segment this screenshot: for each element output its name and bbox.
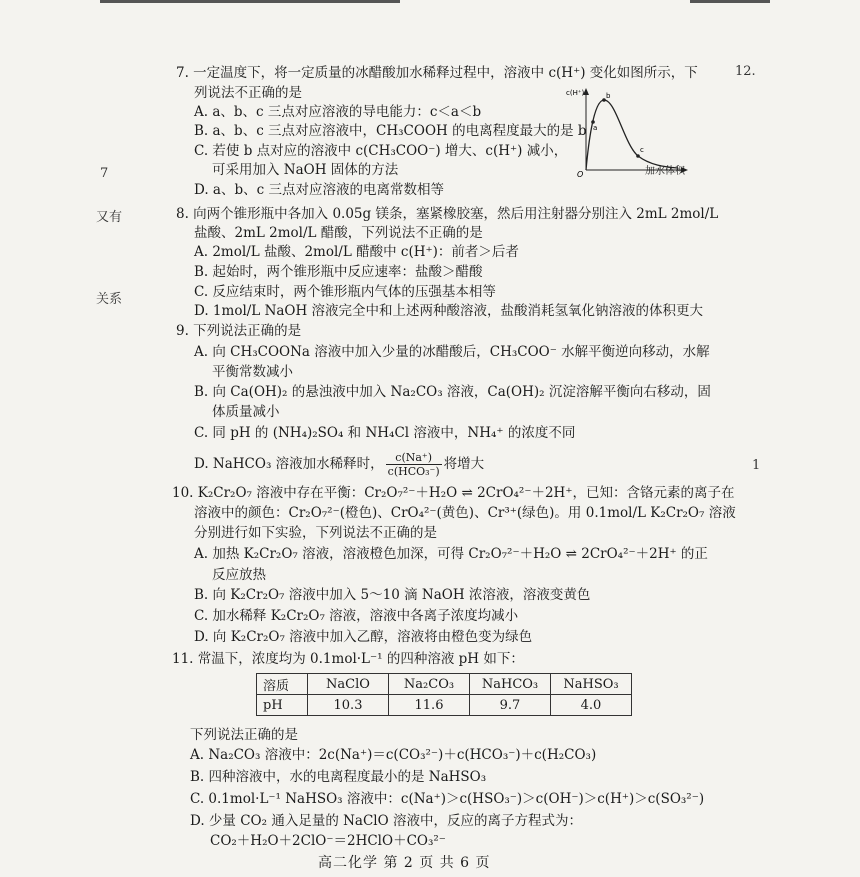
q7-option-c-line1: C. 若使 b 点对应的溶液中 c(CH₃COO⁻) 增大、c(H⁺) 减小， [194,143,568,159]
q11-option-b: B. 四种溶液中，水的电离程度最小的是 NaHSO₃ [190,769,487,785]
graph-curve [586,100,678,170]
q11-stem: 11. 常温下，浓度均为 0.1mol·L⁻¹ 的四种溶液 pH 如下： [172,651,524,667]
table-ph-value: 11.6 [389,695,470,716]
q11-option-d-line2: CO₂＋H₂O＋2ClO⁻＝2HClO＋CO₃²⁻ [210,833,446,849]
q9-option-a-line2: 平衡常数减小 [212,364,293,380]
table-row-label: pH [257,695,308,716]
q8-option-c: C. 反应结束时，两个锥形瓶内气体的压强基本相等 [194,284,496,300]
side-label-right-1: 1 [752,458,761,473]
q9-option-c: C. 同 pH 的 (NH₄)₂SO₄ 和 NH₄Cl 溶液中，NH₄⁺ 的浓度不同 [194,425,576,441]
q9-stem: 9. 下列说法正确的是 [176,323,302,339]
top-edge-right [690,0,770,3]
q8-option-d: D. 1mol/L NaOH 溶液完全中和上述两种酸溶液，盐酸消耗氢氧化钠溶液的体积更大 [194,303,704,319]
q9-option-d-prefix: D. NaHCO₃ 溶液加水稀释时， [194,456,384,472]
q11-option-c: C. 0.1mol·L⁻¹ NaHSO₃ 溶液中：c(Na⁺)＞c(HSO₃⁻)＞c(OH⁻)＞c(H⁺)＞c(SO₃²⁻) [190,791,705,807]
table-solute: Na₂CO₃ [389,674,470,695]
q10-stem-line3: 分别进行如下实验，下列说法不正确的是 [194,525,437,541]
q7-option-b: B. a、b、c 三点对应溶液中，CH₃COOH 的电离程度最大的是 b [194,123,587,139]
top-edge-left [100,0,400,3]
table-solute: NaHSO₃ [551,674,632,695]
graph-xlabel: 加水体积 [645,166,685,177]
q11-ph-table [256,673,632,716]
q10-option-d: D. 向 K₂Cr₂O₇ 溶液中加入乙醇，溶液将由橙色变为绿色 [194,629,533,645]
table-solute: NaHCO₃ [470,674,551,695]
q9-option-b-line2: 体质量减小 [212,404,280,420]
q11-prompt: 下列说法正确的是 [190,727,298,743]
side-label-right-12: 12. [735,64,756,79]
q10-option-a-line2: 反应放热 [212,567,266,583]
table-header-row [257,674,632,695]
graph-ylabel: c(H⁺) [566,89,585,97]
q10-option-b: B. 向 K₂Cr₂O₇ 溶液中加入 5～10 滴 NaOH 浓溶液，溶液变黄色 [194,587,591,603]
q9-option-d-fraction [386,451,442,478]
table-solute: NaClO [308,674,389,695]
q10-option-c: C. 加水稀释 K₂Cr₂O₇ 溶液，溶液中各离子浓度均减小 [194,608,519,624]
q8-stem-line1: 8. 向两个锥形瓶中各加入 0.05g 镁条，塞紧橡胶塞，然后用注射器分别注入 2mL 2mol/L [176,206,719,222]
q9-option-b-line1: B. 向 Ca(OH)₂ 的悬浊液中加入 Na₂CO₃ 溶液，Ca(OH)₂ 沉淀溶解平衡向右移动，固 [194,384,711,400]
q8-stem-line2: 盐酸、2mL 2mol/L 醋酸，下列说法不正确的是 [194,225,483,241]
side-label-left-youyou: 又有 [96,210,123,225]
page-footer: 高二化学 第 2 页 共 6 页 [318,855,491,871]
side-label-left-guanxi: 关系 [96,292,123,307]
table-ph-value: 10.3 [308,695,389,716]
table-row [257,695,632,716]
graph-label-a: a [593,124,598,132]
table-ph-value: 9.7 [470,695,551,716]
q7-option-a: A. a、b、c 三点对应溶液的导电能力：c＜a＜b [194,104,482,120]
q8-option-b: B. 起始时，两个锥形瓶中反应速率：盐酸＞醋酸 [194,264,483,280]
q7-option-c-line2: 可采用加入 NaOH 固体的方法 [212,162,399,178]
graph-point-c [636,154,640,158]
table-ph-value: 4.0 [551,695,632,716]
q11-option-d-line1: D. 少量 CO₂ 通入足量的 NaClO 溶液中，反应的离子方程式为： [190,813,582,829]
fraction-numerator: c(Na⁺) [386,451,442,465]
q7-option-d: D. a、b、c 三点对应溶液的电离常数相等 [194,182,444,198]
q10-option-a-line1: A. 加热 K₂Cr₂O₇ 溶液，溶液橙色加深，可得 Cr₂O₇²⁻＋H₂O ⇌ 2CrO₄²⁻＋2H⁺ 的正 [194,546,708,562]
q9-option-d [194,451,484,478]
q7-stem-line2: 列说法不正确的是 [194,85,302,101]
table-head-label: 溶质 [257,674,308,695]
q9-option-d-suffix: 将增大 [443,456,485,472]
graph-label-c: c [640,146,644,154]
fraction-denominator: c(HCO₃⁻) [387,465,440,478]
q10-stem-line2: 溶液中的颜色：Cr₂O₇²⁻(橙色)、CrO₄²⁻(黄色)、Cr³⁺(绿色)。用 0.1mol/L K₂Cr₂O₇ 溶液 [194,505,736,521]
graph-origin: O [577,170,584,178]
q7-stem-line1: 7. 一定温度下，将一定质量的冰醋酸加水稀释过程中，溶液中 c(H⁺) 变化如图所示，下 [176,65,698,81]
q8-option-a: A. 2mol/L 盐酸、2mol/L 醋酸中 c(H⁺)：前者＞后者 [194,244,519,260]
side-label-left-7: 7 [100,166,109,181]
graph-label-b: b [606,92,611,100]
q11-option-a: A. Na₂CO₃ 溶液中：2c(Na⁺)＝c(CO₃²⁻)＋c(HCO₃⁻)＋c(H₂CO₃) [190,747,597,763]
q9-option-a-line1: A. 向 CH₃COONa 溶液中加入少量的冰醋酸后，CH₃COO⁻ 水解平衡逆向移动，水解 [194,344,710,360]
q10-stem-line1: 10. K₂Cr₂O₇ 溶液中存在平衡：Cr₂O₇²⁻＋H₂O ⇌ 2CrO₄²⁻＋2H⁺，已知：含铬元素的离子在 [172,485,735,501]
